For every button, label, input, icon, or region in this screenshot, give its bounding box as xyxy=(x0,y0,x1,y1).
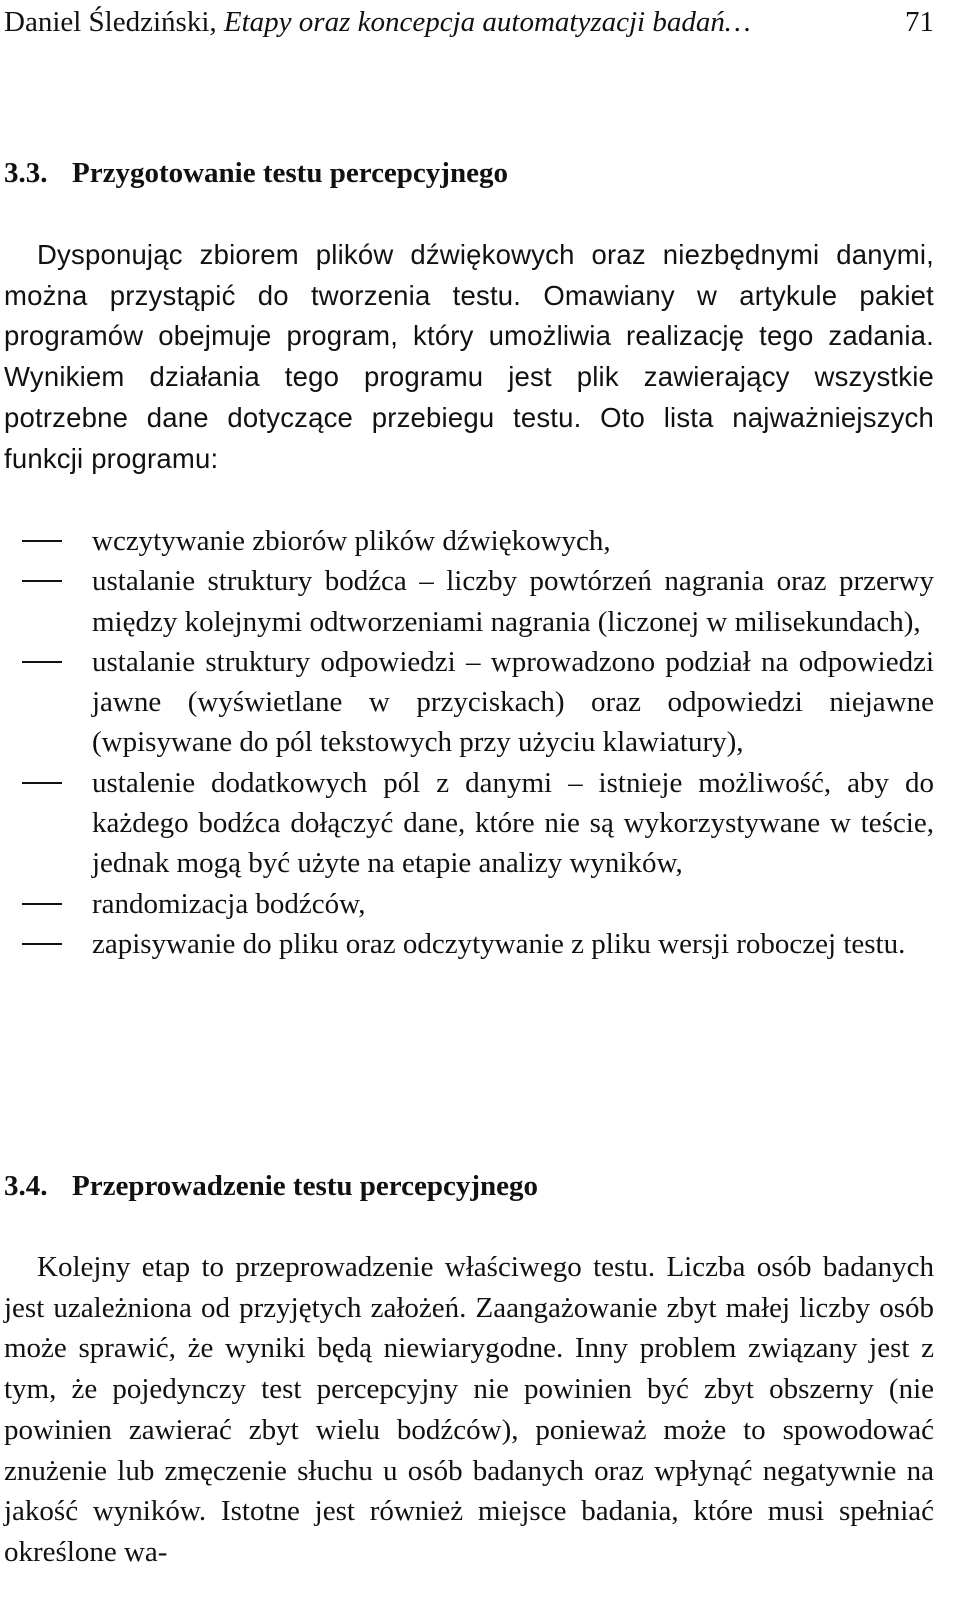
list-item: ustalanie struktury odpowiedzi – wprowadzono podział na odpowiedzi jawne (wyświetlane w przyciskach) oraz odpowiedzi niejawne (wpisywane do pól tekstowych przy użyciu klawiatury), xyxy=(0,642,934,763)
section-title: Przeprowadzenie testu percepcyjnego xyxy=(72,1170,539,1202)
dash-bullet-icon xyxy=(22,661,62,663)
list-item: zapisywanie do pliku oraz odczytywanie z pliku wersji roboczej testu. xyxy=(0,924,934,964)
header-title: Etapy oraz koncepcja automatyzacji badań… xyxy=(223,6,751,38)
section-3-4-paragraph: Kolejny etap to przeprowadzenie właściwego testu. Liczba osób badanych jest uzależniona od przyjętych założeń. Zaangażowanie zbyt małej liczby osób może sprawić, że wyniki będą niewiarygodne. Inny problem związany jest z tym, że pojedynczy test percepcyjny nie powinien być zbyt obszerny (nie powinien zawierać zbyt wielu bodźców), ponieważ może to spowodować znużenie lub zmęczenie słuchu u osób badanych oraz wpłynąć negatywnie na jakość wyników. Istotne jest również miejsce badania, które musi spełniać określone wa- xyxy=(4,1251,934,1568)
page-number: 71 xyxy=(905,6,934,38)
list-item: randomizacja bodźców, xyxy=(0,884,934,924)
dash-bullet-icon xyxy=(22,540,62,542)
section-heading-3-4 xyxy=(4,1166,538,1206)
section-heading-3-3 xyxy=(4,153,508,193)
section-3-3-paragraph: Dysponując zbiorem plików dźwiękowych oraz niezbędnymi danymi, można przystąpić do tworzenia testu. Omawiany w artykule pakiet programów obejmuje program, który umożliwia realizację tego zadania. Wynikiem działania tego programu jest plik zawierający wszystkie potrzebne dane dotyczące przebiegu testu. Oto lista najważniejszych funkcji programu: xyxy=(4,239,934,474)
header-author: Daniel Śledziński, xyxy=(4,6,224,38)
section-number: 3.4. xyxy=(4,1170,48,1202)
running-header xyxy=(4,2,934,42)
section-title: Przygotowanie testu percepcyjnego xyxy=(72,157,508,189)
dash-bullet-icon xyxy=(22,903,62,905)
dash-bullet-icon xyxy=(22,580,62,582)
list-item: wczytywanie zbiorów plików dźwiękowych, xyxy=(0,521,934,561)
section-number: 3.3. xyxy=(4,157,48,189)
list-item: ustalanie struktury bodźca – liczby powtórzeń nagrania oraz przerwy między kolejnymi odtworzeniami nagrania (liczonej w milisekundach), xyxy=(0,561,934,642)
dash-bullet-icon xyxy=(22,782,62,784)
list-item: ustalenie dodatkowych pól z danymi – istnieje możliwość, aby do każdego bodźca dołączyć dane, które nie są wykorzystywane w teście, jednak mogą być użyte na etapie analizy wyników, xyxy=(0,763,934,884)
dash-bullet-icon xyxy=(22,943,62,945)
function-list xyxy=(0,521,934,964)
